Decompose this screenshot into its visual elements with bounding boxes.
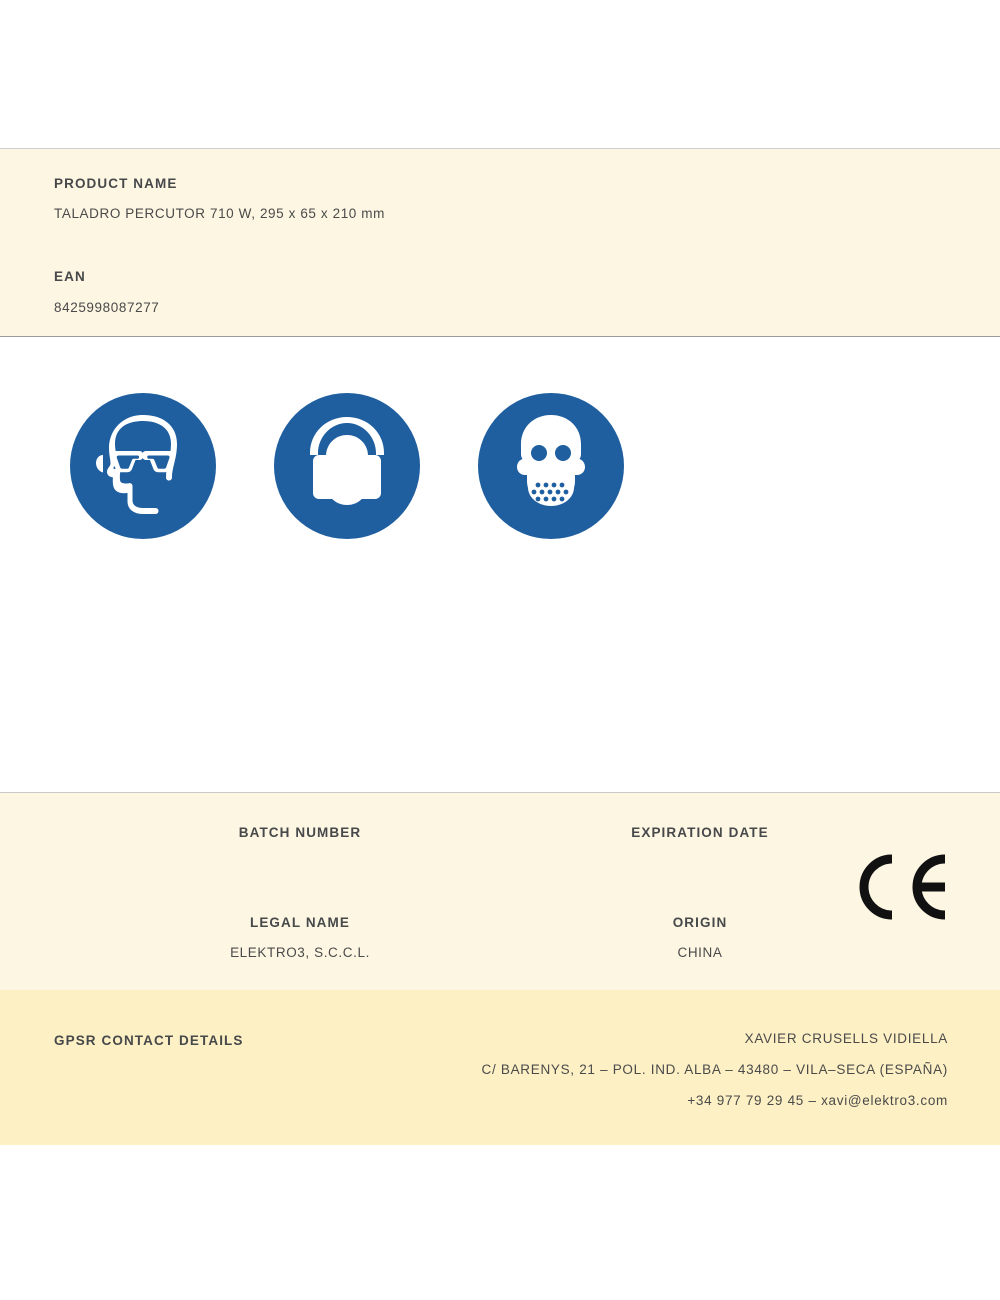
wear-respiratory-protection-icon xyxy=(478,393,624,539)
batch-number-label: BATCH NUMBER xyxy=(238,825,362,840)
safety-pictogram-group xyxy=(70,393,624,539)
ce-mark-icon xyxy=(852,853,952,921)
product-name-value: TALADRO PERCUTOR 710 W, 295 x 65 x 210 mm xyxy=(54,206,385,221)
legal-name-value: ELEKTRO3, S.C.C.L. xyxy=(230,945,370,960)
origin-label: ORIGIN xyxy=(672,915,728,930)
gpsr-contact-details xyxy=(482,1023,948,1116)
ean-value: 8425998087277 xyxy=(54,300,160,315)
contact-phone-email: +34 977 79 29 45 – xavi@elektro3.com xyxy=(687,1093,948,1108)
compliance-info-band xyxy=(0,792,1000,990)
legal-name-label: LEGAL NAME xyxy=(249,915,350,930)
contact-person: XAVIER CRUSELLS VIDIELLA xyxy=(744,1031,948,1046)
wear-eye-protection-icon xyxy=(70,393,216,539)
expiration-date-label: EXPIRATION DATE xyxy=(631,825,769,840)
ean-label: EAN xyxy=(54,269,86,284)
product-name-label: PRODUCT NAME xyxy=(54,176,178,191)
origin-value: CHINA xyxy=(677,945,723,960)
contact-address: C/ BARENYS, 21 – POL. IND. ALBA – 43480 – VILA–SECA (ESPAÑA) xyxy=(481,1062,948,1077)
gpsr-contact-band xyxy=(0,990,1000,1145)
product-info-band xyxy=(0,148,1000,337)
gpsr-contact-label: GPSR CONTACT DETAILS xyxy=(54,1033,244,1048)
wear-ear-protection-icon xyxy=(274,393,420,539)
